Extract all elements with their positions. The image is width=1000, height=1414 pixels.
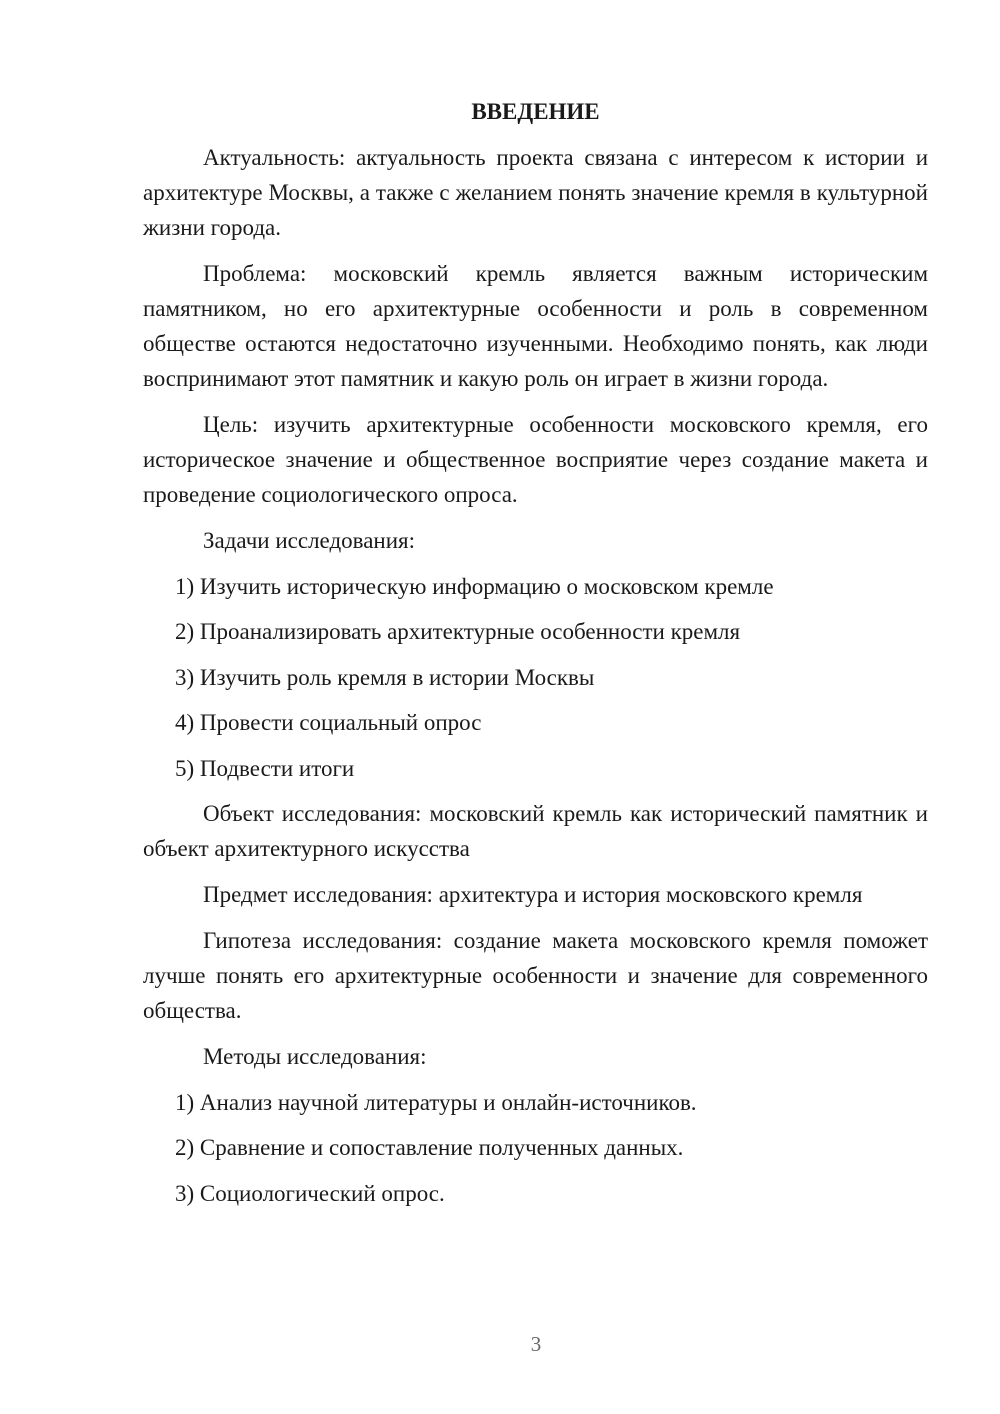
page-number: 3 (530, 1332, 542, 1356)
goal-paragraph: Цель: изучить архитектурные особенности московского кремля, его историческое значение и общественное восприятие через создание макета и проведение социологического опроса. (143, 412, 928, 507)
list-item: 5) Подвести итоги (175, 755, 355, 781)
tasks-heading: Задачи исследования: (203, 528, 416, 553)
methods-heading: Методы исследования: (203, 1043, 427, 1069)
tasks-list (143, 569, 928, 786)
list-item: 3) Социологический опрос. (175, 1180, 445, 1206)
list-item: 2) Проанализировать архитектурные особенности кремля (175, 619, 741, 645)
page-title: ВВЕДЕНИЕ (471, 99, 600, 124)
list-item: 3) Изучить роль кремля в истории Москвы (175, 664, 595, 690)
list-item: 4) Провести социальный опрос (175, 710, 482, 736)
list-item: 1) Изучить историческую информацию о московском кремле (175, 574, 774, 599)
hypothesis-paragraph: Гипотеза исследования: создание макета московского кремля поможет лучше понять его архитектурные особенности и значение для современного общества. (143, 927, 928, 1023)
list-item: 2) Сравнение и сопоставление полученных данных. (175, 1135, 684, 1161)
list-item: 1) Анализ научной литературы и онлайн-источников. (175, 1089, 697, 1115)
subject-paragraph: Предмет исследования: архитектура и история московского кремля (203, 881, 863, 907)
methods-list (143, 1085, 928, 1211)
relevance-paragraph: Актуальность: актуальность проекта связана с интересом к истории и архитектуре Москвы, а также с желанием понять значение кремля в культурной жизни города. (143, 145, 928, 240)
page-content (143, 94, 928, 1221)
object-paragraph: Объект исследования: московский кремль как исторический памятник и объект архитектурного искусства (143, 800, 928, 861)
problem-paragraph: Проблема: московский кремль является важным историческим памятником, но его архитектурные особенности и роль в современном обществе остаются недостаточно изученными. Необходимо понять, как люди воспринимают этот памятник и какую роль он играет в жизни города. (143, 261, 928, 391)
